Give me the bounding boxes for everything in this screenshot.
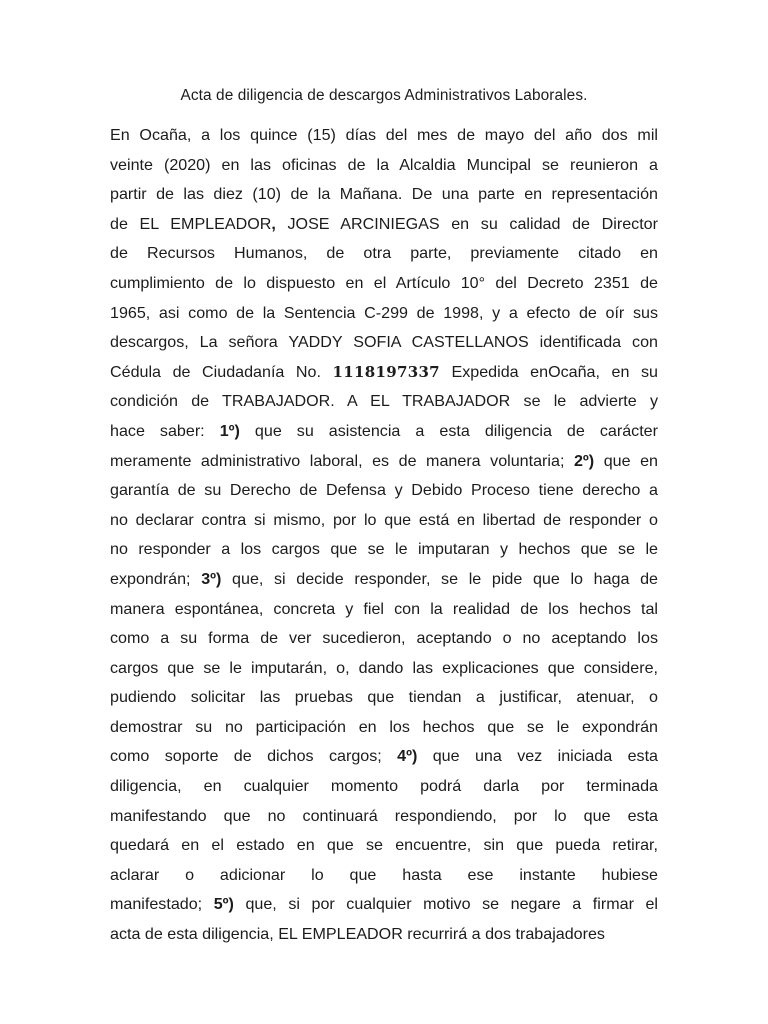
paragraph-line [110, 387, 658, 417]
line-text: veinte (2020) en las oficinas de la Alcaldia Muncipal se reunieron a [110, 155, 658, 174]
line-text: manera espontánea, concreta y fiel con la realidad de los hechos tal [110, 599, 658, 618]
clause-marker: 1º) [219, 421, 240, 440]
document-title: Acta de diligencia de descargos Administrativos Laborales. [180, 87, 588, 104]
line-text: meramente administrativo laboral, es de manera voluntaria; [110, 451, 574, 470]
line-text: aclarar o adicionar lo que hasta ese instante hubiese [110, 865, 658, 884]
line-text: diligencia, en cualquier momento podrá darla por terminada [110, 777, 658, 796]
paragraph-line [110, 506, 658, 536]
clause-marker: , [271, 214, 276, 233]
clause-marker: 5º) [213, 895, 234, 914]
line-text: que su asistencia a esta diligencia de carácter [239, 421, 658, 440]
line-text: expondrán; [110, 569, 202, 588]
paragraph-line [110, 121, 658, 151]
line-text: 1965, asi como de la Sentencia C-299 de 1998, y a efecto de oír sus [110, 303, 658, 322]
line-text: acta de esta diligencia, EL EMPLEADOR recurrirá a dos trabajadores [110, 925, 605, 944]
line-text: JOSE ARCINIEGAS en su calidad de Director [275, 214, 658, 233]
line-text: que, si decide responder, se le pide que lo haga de [221, 569, 658, 588]
line-text: garantía de su Derecho de Defensa y Debido Proceso tiene derecho a [110, 481, 658, 500]
line-text: cumplimiento de lo dispuesto en el Artículo 10° del Decreto 2351 de [110, 273, 658, 292]
line-text: no declarar contra si mismo, por lo que está en libertad de responder o [110, 510, 658, 529]
line-text: Expedida enOcaña, en su [439, 362, 658, 381]
paragraph-line [110, 299, 658, 329]
paragraph-line [110, 802, 658, 832]
line-text: que una vez iniciada esta [417, 747, 658, 766]
paragraph-line [110, 239, 658, 269]
paragraph-line [110, 151, 658, 181]
line-text: demostrar su no participación en los hechos que se le expondrán [110, 717, 658, 736]
paragraph-line [110, 713, 658, 743]
line-text: de EL EMPLEADOR [110, 214, 272, 233]
line-text: quedará en el estado en que se encuentre, sin que pueda retirar, [110, 836, 658, 855]
paragraph-line [110, 595, 658, 625]
id-number: 1118197337 [332, 362, 440, 381]
line-text: pudiendo solicitar las pruebas que tiendan a justificar, atenuar, o [110, 688, 658, 707]
paragraph-line [110, 180, 658, 210]
paragraph-line [110, 861, 658, 891]
paragraph-line [110, 328, 658, 358]
document-body [110, 121, 658, 950]
clause-marker: 3º) [201, 569, 222, 588]
line-text: En Ocaña, a los quince (15) días del mes de mayo del año dos mil [110, 126, 658, 144]
line-text: de Recursos Humanos, de otra parte, previamente citado en [110, 244, 658, 263]
paragraph-line [110, 447, 658, 477]
line-text: Cédula de Ciudadanía No. [110, 362, 333, 381]
line-text: como a su forma de ver sucedieron, aceptando o no aceptando los [110, 629, 658, 648]
paragraph-line [110, 831, 658, 861]
line-text: partir de las diez (10) de la Mañana. De una parte en representación [110, 185, 658, 204]
clause-marker: 2º) [573, 451, 595, 470]
clause-marker: 4º) [397, 747, 418, 766]
paragraph-line [110, 920, 658, 950]
line-text: manifestado; [110, 895, 214, 914]
paragraph-line [110, 565, 658, 595]
line-text: condición de TRABAJADOR. A EL TRABAJADOR se le advierte y [110, 392, 658, 411]
paragraph-line [110, 269, 658, 299]
paragraph-line [110, 772, 658, 802]
line-text: como soporte de dichos cargos; [110, 747, 398, 766]
paragraph-line [110, 654, 658, 684]
paragraph-line [110, 417, 658, 447]
paragraph-line [110, 624, 658, 654]
paragraph-line [110, 358, 658, 388]
paragraph-line [110, 535, 658, 565]
line-text: descargos, La señora YADDY SOFIA CASTELLANOS identificada con [110, 333, 658, 352]
line-text: que, si por cualquier motivo se negare a firmar el [233, 895, 658, 914]
paragraph-line [110, 210, 658, 240]
line-text: manifestando que no continuará respondiendo, por lo que esta [110, 806, 658, 825]
line-text: hace saber: [110, 421, 220, 440]
line-text: cargos que se le imputarán, o, dando las explicaciones que considere, [110, 658, 658, 677]
line-text: no responder a los cargos que se le imputaran y hechos que se le [110, 540, 658, 559]
paragraph-line [110, 890, 658, 920]
paragraph-line [110, 476, 658, 506]
paragraph-line [110, 683, 658, 713]
paragraph-line [110, 742, 658, 772]
line-text: que en [594, 451, 658, 470]
